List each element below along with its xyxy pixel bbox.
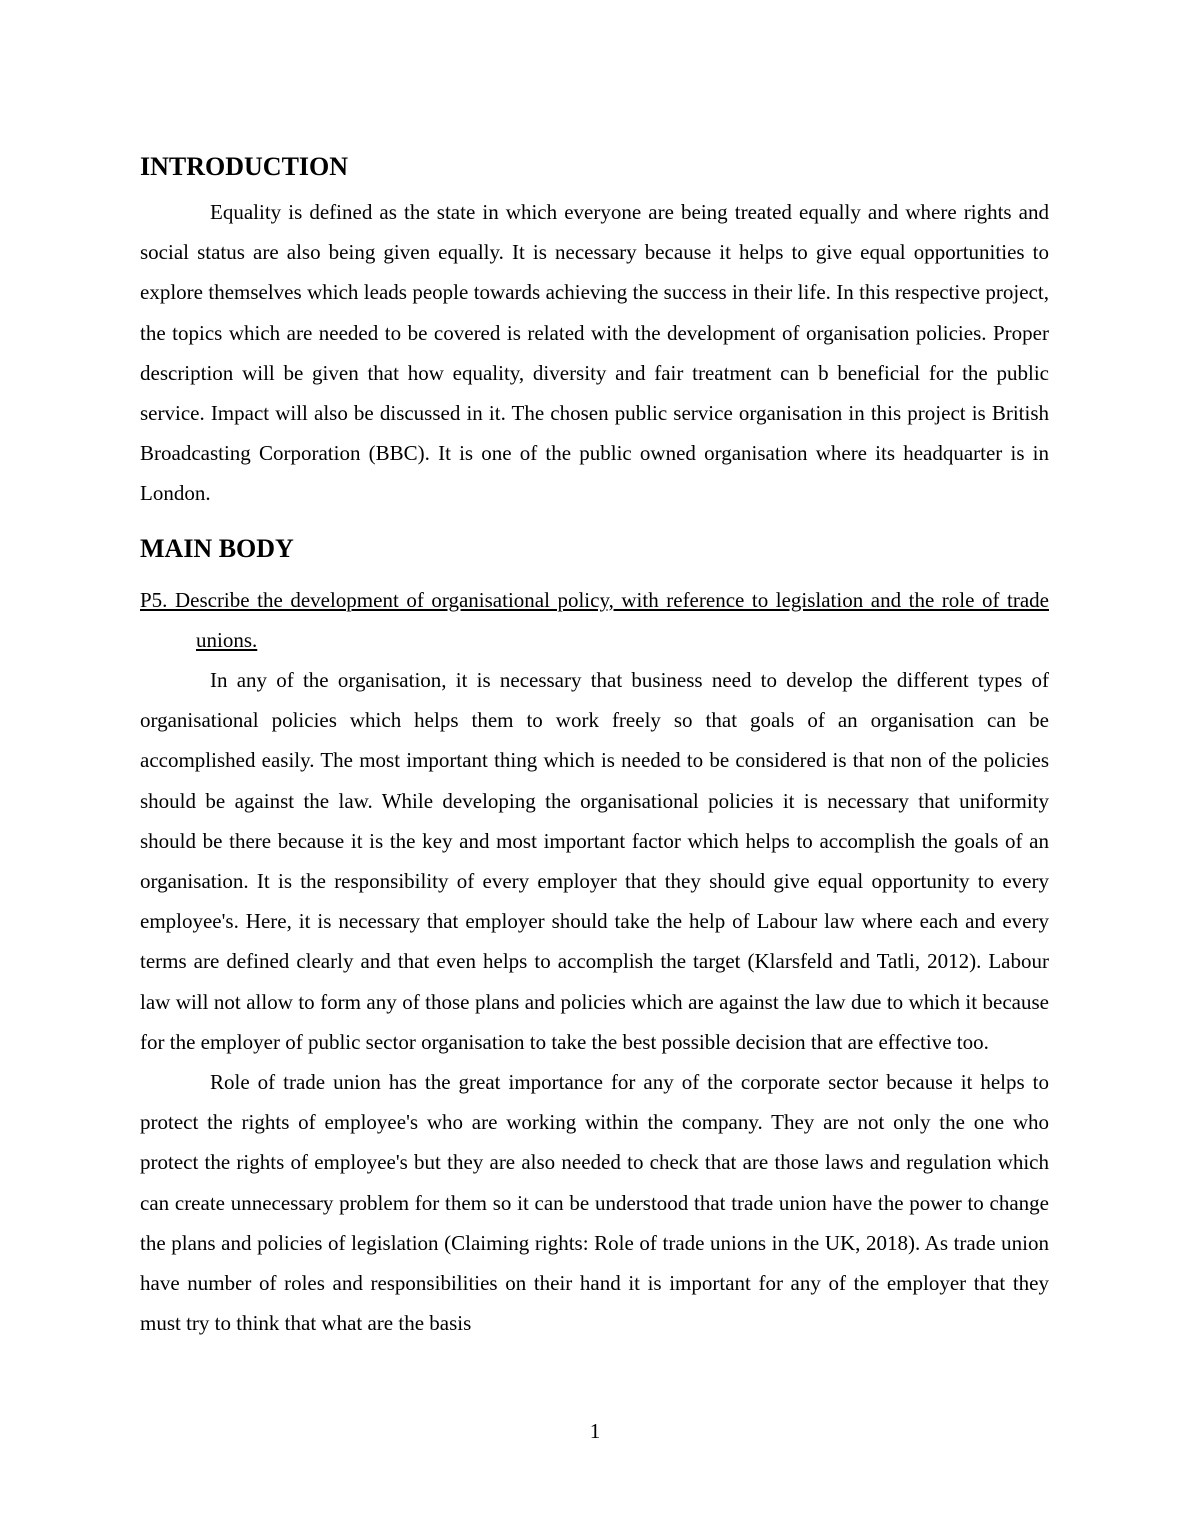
- main-body-heading: MAIN BODY: [140, 533, 294, 563]
- introduction-paragraph: Equality is defined as the state in which everyone are being treated equally and where rights and social status are also being given equally. It is necessary because it helps to give equal opportunities to explore themselves which leads people towards achieving the success in their life. In this respective project, the topics which are needed to be covered is related with the development of organisation policies. Proper description will be given that how equality, diversity and fair treatment can b beneficial for the public service. Impact will also be discussed in it. The chosen public service organisation in this project is British Broadcasting Corporation (BBC). It is one of the public owned organisation where its headquarter is in London.: [140, 200, 1049, 506]
- p5-subheading: P5. Describe the development of organisational policy, with reference to legislation and the role of trade unions.: [140, 587, 1049, 652]
- page-content: [140, 150, 1049, 1343]
- introduction-heading: INTRODUCTION: [140, 152, 349, 181]
- p5-paragraph-organisational-policy: In any of the organisation, it is necessary that business need to develop the different types of organisational policies which helps them to work freely so that goals of an organisation can be accomplished easily. The most important thing which is needed to be considered is that non of the policies should be against the law. While developing the organisational policies it is necessary that uniformity should be there because it is the key and most important factor which helps to accomplish the goals of an organisation. It is the responsibility of every employer that they should give equal opportunity to every employee's. Here, it is necessary that employer should take the help of Labour law where each and every terms are defined clearly and that even helps to accomplish the target (Klarsfeld and Tatli, 2012). Labour law will not allow to form any of those plans and policies which are against the law due to which it because for the employer of public sector organisation to take the best possible decision that are effective too.: [140, 668, 1049, 1054]
- page-number: 1: [589, 1419, 601, 1443]
- p5-paragraph-trade-union: Role of trade union has the great importance for any of the corporate sector because it helps to protect the rights of employee's who are working within the company. They are not only the one who protect the rights of employee's but they are also needed to check that are those laws and regulation which can create unnecessary problem for them so it can be understood that trade union have the power to change the plans and policies of legislation (Claiming rights: Role of trade unions in the UK, 2018). As trade union have number of roles and responsibilities on their hand it is important for any of the employer that they must try to think that what are the basis: [140, 1070, 1049, 1336]
